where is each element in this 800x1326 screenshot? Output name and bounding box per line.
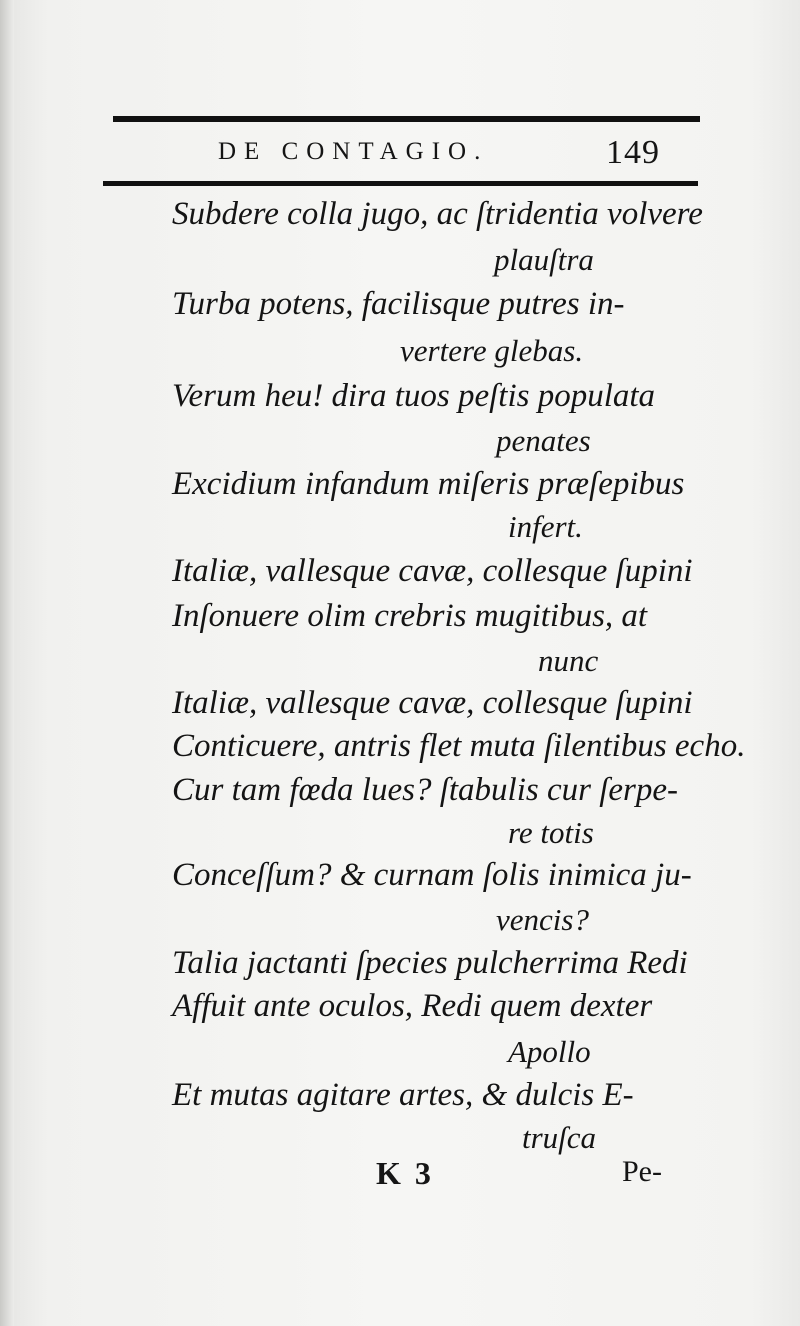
- signature-mark: K 3: [376, 1155, 434, 1191]
- verse-line: Excidium infandum miſeris præſepibus: [172, 466, 685, 502]
- verse-line-continuation: re totis: [508, 815, 594, 850]
- verse-line: Conceſſum? & curnam ſolis inimica ju-: [172, 857, 692, 893]
- verse-line: Inſonuere olim crebris mugitibus, at: [172, 598, 648, 634]
- verse-line: Cur tam fœda lues? ſtabulis cur ſerpe-: [172, 772, 678, 808]
- verse-line: Talia jactanti ſpecies pulcherrima Redi: [172, 945, 688, 981]
- verse-line-continuation: nunc: [538, 643, 599, 678]
- verse-line: Subdere colla jugo, ac ſtridentia volvere: [172, 196, 703, 232]
- verse-line: Italiæ, vallesque cavæ, collesque ſupini: [172, 553, 693, 589]
- verse-line-continuation: vertere glebas.: [400, 333, 584, 368]
- verse-line: Italiæ, vallesque cavæ, collesque ſupini: [172, 685, 693, 721]
- verse-line-continuation: Apollo: [508, 1034, 591, 1069]
- catchword: Pe-: [622, 1155, 662, 1188]
- verse-line-continuation: infert.: [508, 509, 583, 544]
- page-number: 149: [606, 134, 660, 171]
- verse-line-continuation: truſca: [522, 1120, 597, 1155]
- header-top-rule: [113, 116, 700, 122]
- verse-line: Verum heu! dira tuos peſtis populata: [172, 378, 656, 414]
- verse-line-continuation: vencis?: [496, 902, 589, 937]
- header-bottom-rule: [103, 181, 698, 186]
- running-head: DE CONTAGIO.: [218, 138, 489, 165]
- verse-line-continuation: plauſtra: [494, 242, 594, 277]
- verse-line: Affuit ante oculos, Redi quem dexter: [172, 988, 653, 1024]
- verse-line: Conticuere, antris flet muta ſilentibus echo.: [172, 728, 746, 764]
- page-binding-shadow: [0, 0, 14, 1326]
- verse-line-continuation: penates: [496, 423, 591, 458]
- verse-line: Turba potens, facilisque putres in-: [172, 286, 625, 322]
- verse-line: Et mutas agitare artes, & dulcis E-: [172, 1077, 634, 1113]
